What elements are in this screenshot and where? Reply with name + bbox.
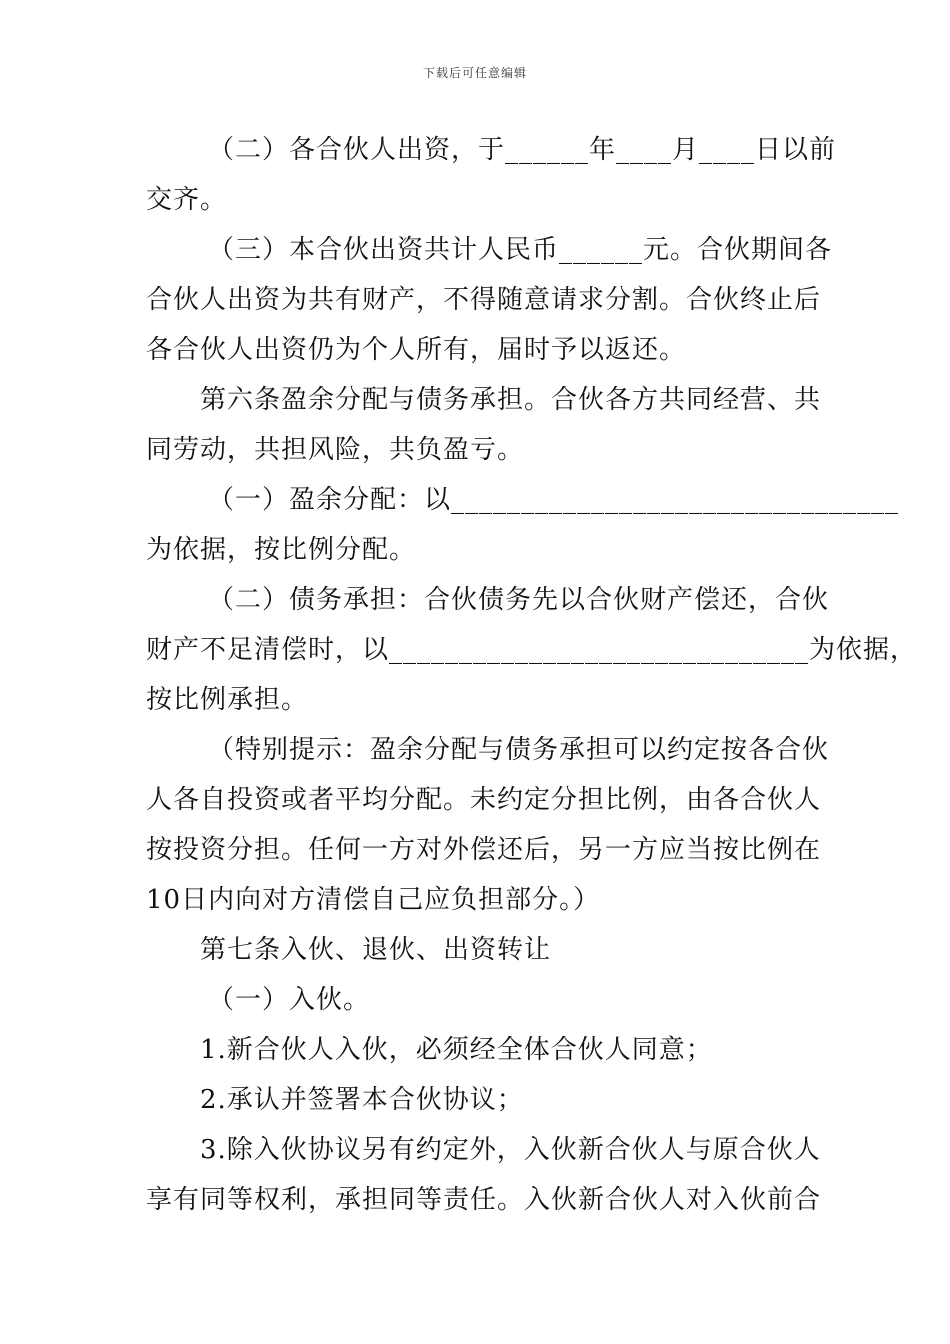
paragraph-line: 合伙人出资为共有财产，不得随意请求分割。合伙终止后 xyxy=(146,285,822,315)
paragraph-line: 各合伙人出资仍为个人所有，届时予以返还。 xyxy=(146,335,687,365)
article-heading-line: 第七条入伙、退伙、出资转让 xyxy=(200,935,552,965)
paragraph-line: 交齐。 xyxy=(146,185,228,215)
paragraph-line: 按比例承担。 xyxy=(146,685,309,715)
paragraph-line: 财产不足清偿时，以______________________________为依据， xyxy=(146,635,918,665)
paragraph-line: （一）盈余分配：以________________________________ xyxy=(208,485,900,515)
list-item-line: 2.承认并签署本合伙协议； xyxy=(200,1085,524,1115)
note-line: 人各自投资或者平均分配。未约定分担比例，由各合伙人 xyxy=(146,785,822,815)
paragraph-line: （二）各合伙人出资，于______年____月____日以前 xyxy=(208,135,837,165)
paragraph-line: 同劳动，共担风险，共负盈亏。 xyxy=(146,435,525,465)
note-line: （特别提示：盈余分配与债务承担可以约定按各合伙 xyxy=(208,735,830,765)
paragraph-line: （二）债务承担：合伙债务先以合伙财产偿还，合伙 xyxy=(208,585,830,615)
paragraph-line: 为依据，按比例分配。 xyxy=(146,535,417,565)
article-heading-line: 第六条盈余分配与债务承担。合伙各方共同经营、共 xyxy=(200,385,822,415)
page-header: 下载后可任意编辑 xyxy=(422,66,527,80)
list-item-line: 3.除入伙协议另有约定外，入伙新合伙人与原合伙人 xyxy=(200,1135,821,1165)
paragraph-line: 享有同等权利，承担同等责任。入伙新合伙人对入伙前合 xyxy=(146,1185,822,1215)
note-line: 10日内向对方清偿自己应负担部分。） xyxy=(146,885,601,915)
paragraph-line: （三）本合伙出资共计人民币______元。合伙期间各 xyxy=(208,235,833,265)
list-item-line: 1.新合伙人入伙，必须经全体合伙人同意； xyxy=(200,1035,713,1065)
note-line: 按投资分担。任何一方对外偿还后，另一方应当按比例在 xyxy=(146,835,822,865)
section-heading-line: （一）入伙。 xyxy=(208,985,371,1015)
